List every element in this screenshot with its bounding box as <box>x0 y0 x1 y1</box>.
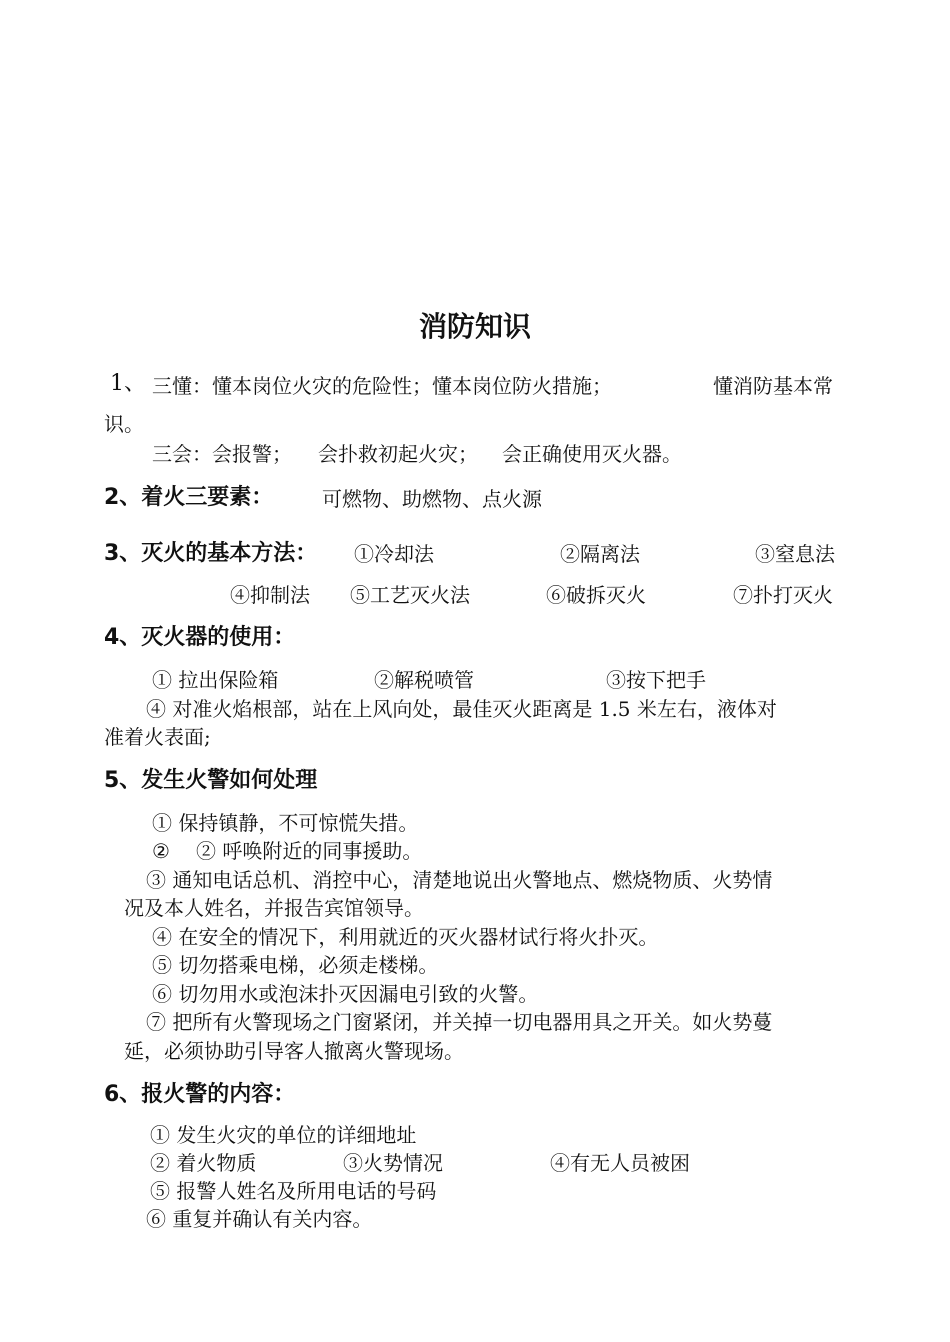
fire-response-4: ④ 在安全的情况下，利用就近的灭火器材试行将火扑灭。 <box>152 925 659 949</box>
fire-response-2: ② 呼唤附近的同事援助。 <box>196 839 423 863</box>
report-item-3: ③火势情况 <box>343 1151 443 1175</box>
section-2-text: 可燃物、助燃物、点火源 <box>322 487 542 511</box>
extinguisher-step-2: ②解税喷管 <box>374 668 474 692</box>
section-4-heading: 4、灭火器的使用： <box>104 625 296 650</box>
method-process: ⑤工艺灭火法 <box>350 583 470 607</box>
report-item-2: ② 着火物质 <box>150 1151 257 1175</box>
section-6-heading: 6、报火警的内容： <box>104 1082 296 1107</box>
document-title: 消防知识 <box>418 310 531 343</box>
section-3-heading: 3、灭火的基本方法： <box>104 541 318 566</box>
method-smothering: ③窒息法 <box>755 542 835 566</box>
fire-response-3-line2: 况及本人姓名，并报告宾馆领导。 <box>124 896 424 920</box>
fire-response-5: ⑤ 切勿搭乘电梯，必须走楼梯。 <box>152 953 439 977</box>
section-1-line1-b: 懂消防基本常 <box>713 374 833 398</box>
report-item-5: ⑤ 报警人姓名及所用电话的号码 <box>150 1179 437 1203</box>
section-1-line1-c: 识。 <box>104 412 144 436</box>
method-suppression: ④抑制法 <box>230 583 310 607</box>
fire-response-7-line1: ⑦ 把所有火警现场之门窗紧闭，并关掉一切电器用具之开关。如火势蔓 <box>146 1010 773 1034</box>
section-2-heading: 2、着火三要素： <box>104 485 274 510</box>
section-1-line1-a: 三懂：懂本岗位火灾的危险性；懂本岗位防火措施； <box>152 374 612 398</box>
section-1-line2-b: 会扑救初起火灾； <box>318 442 478 466</box>
fire-response-6: ⑥ 切勿用水或泡沫扑灭因漏电引致的火警。 <box>152 982 539 1006</box>
section-1-line2-a: 三会：会报警； <box>152 442 292 466</box>
extinguisher-step-1: ① 拉出保险箱 <box>152 668 279 692</box>
report-item-1: ① 发生火灾的单位的详细地址 <box>150 1123 417 1147</box>
method-isolation: ②隔离法 <box>560 542 640 566</box>
report-item-4: ④有无人员被困 <box>550 1151 690 1175</box>
section-1-number: 1、 <box>110 371 146 396</box>
fire-response-7-line2: 延，必须协助引导客人撤离火警现场。 <box>124 1039 464 1063</box>
method-cooling: ①冷却法 <box>354 542 434 566</box>
fire-response-3-line1: ③ 通知电话总机、消控中心，清楚地说出火警地点、燃烧物质、火势情 <box>146 868 773 892</box>
extinguisher-step-3: ③按下把手 <box>606 668 706 692</box>
section-5-heading: 5、发生火警如何处理 <box>104 768 318 793</box>
method-beating: ⑦扑打灭火 <box>733 583 833 607</box>
extinguisher-step-4-line1: ④ 对准火焰根部，站在上风向处，最佳灭火距离是 1.5 米左右，液体对 <box>146 697 777 721</box>
fire-response-2-marker: ② <box>152 839 170 863</box>
fire-response-1: ① 保持镇静，不可惊慌失措。 <box>152 811 419 835</box>
section-1-line2-c: 会正确使用灭火器。 <box>502 442 682 466</box>
method-demolition: ⑥破拆灭火 <box>546 583 646 607</box>
report-item-6: ⑥ 重复并确认有关内容。 <box>146 1207 373 1231</box>
extinguisher-step-4-line2: 准着火表面; <box>104 725 211 749</box>
